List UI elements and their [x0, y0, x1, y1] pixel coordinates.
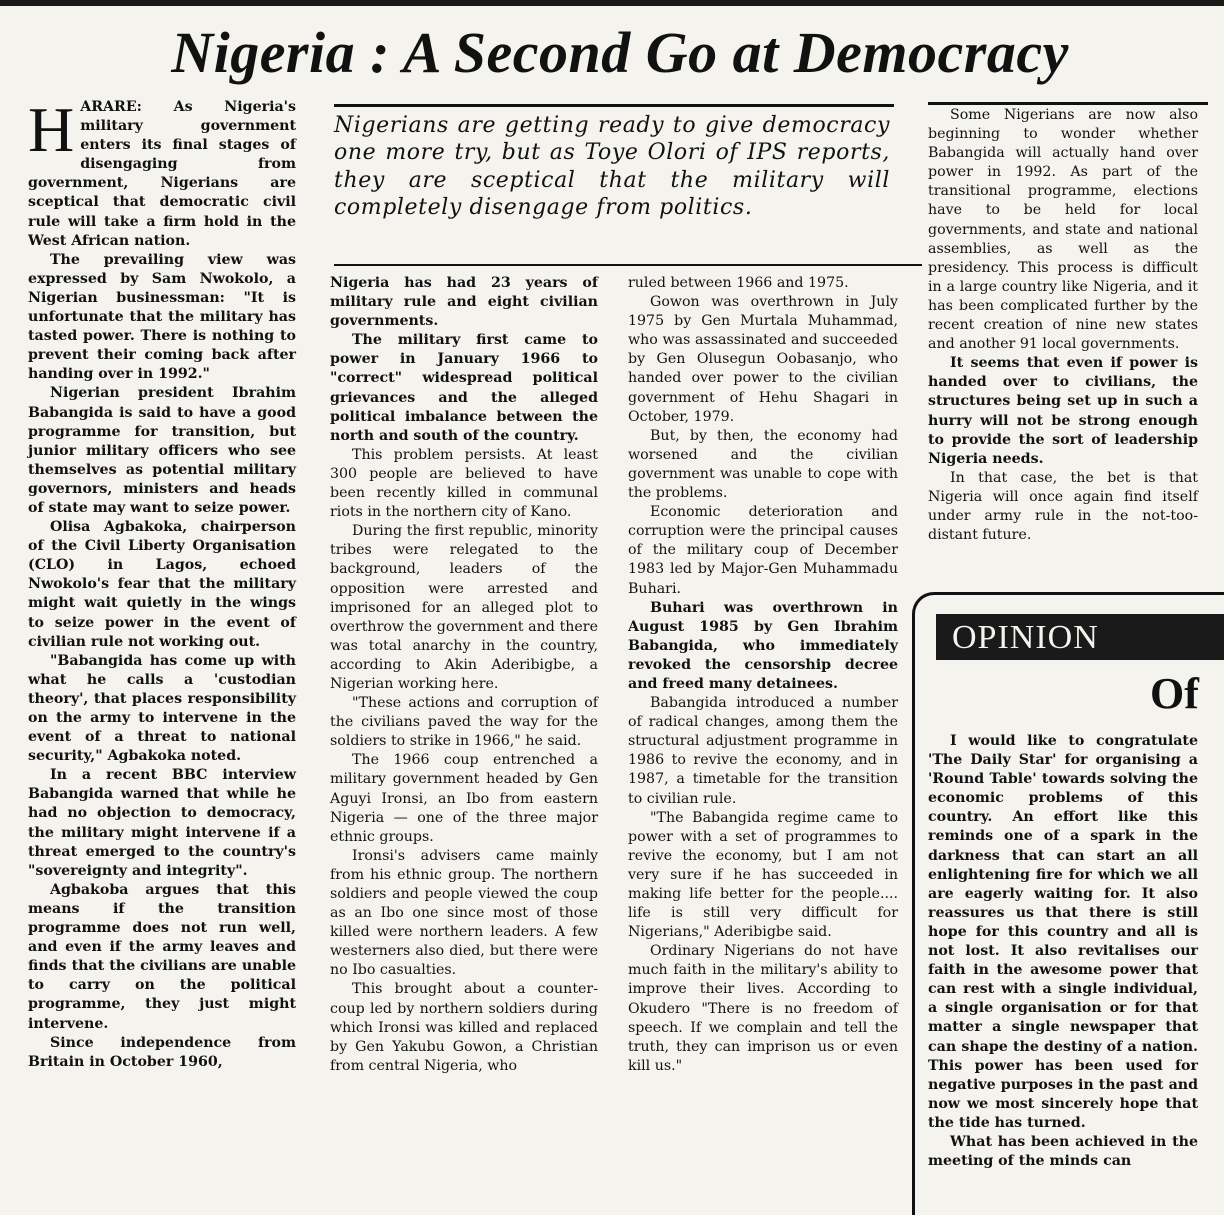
- col2-paragraph-6: The 1966 coup entrenched a military government headed by Gen Aguyi Ironsi, an Ibo from eastern Nigeria — one of the three major ethnic groups.: [330, 752, 598, 845]
- col4-top-rule: [928, 102, 1208, 105]
- deck-bottom-rule: [334, 264, 922, 266]
- opinion-label: OPINION: [936, 614, 1224, 660]
- col1-paragraph-7: Agbakoba argues that this means if the transition programme does not run well, and even if the army leaves and finds that the civilians are unable to carry on the political programme, they just might intervene.: [28, 881, 296, 1032]
- col3-paragraph-6: Babangida introduced a number of radical changes, among them the structural adjustment programme in 1986 to revive the economy, and in 1987, a timetable for the transition to civilian rule.: [628, 695, 898, 807]
- col1-paragraph-4: Olisa Agbakoka, chairperson of the Civil Liberty Organisation (CLO) in Lagos, echoed Nwokolo's fear that the military might wait quietly in the wings to seize power in the event of civilian rule not working out.: [28, 519, 296, 650]
- col3-paragraph-8: Ordinary Nigerians do not have much faith in the military's ability to improve their lives. According to Okudero "There is no freedom of speech. If we complain and tell the truth, they can imprison us or even kill us.": [628, 943, 898, 1074]
- top-border-rule: [0, 0, 1224, 6]
- col2-paragraph-2: The military first came to power in January 1966 to "correct" widespread political grievances and the alleged political imbalance between the north and south of the country.: [330, 332, 598, 444]
- col2-paragraph-4: During the first republic, minority tribes were relegated to the background, leaders of the opposition were arrested and imprisoned for an alleged plot to overthrow the government and there was total anarchy in the country, according to Akin Aderibigbe, a Nigerian working here.: [330, 523, 598, 692]
- col3-paragraph-7: "The Babangida regime came to power with a set of programmes to revive the economy, but I am not very sure if he has succeeded in making life better for the people.... life is still very difficult for Nigerians," Aderibigbe said.: [628, 809, 898, 941]
- article-column-2: [330, 274, 598, 1076]
- col1-paragraph-3: Nigerian president Ibrahim Babangida is said to have a good programme for transition, but junior military officers who see themselves as potential military governors, ministers and heads of state may want to seize power.: [28, 385, 296, 516]
- opinion-title-fragment: Of: [1150, 669, 1199, 718]
- col2-paragraph-1: Nigeria has had 23 years of military rule and eight civilian governments.: [330, 275, 598, 330]
- col1-paragraph-8: Since independence from Britain in October 1960,: [28, 1034, 296, 1070]
- opinion-paragraph-2: What has been achieved in the meeting of the minds can: [928, 1133, 1198, 1170]
- opinion-letter: [928, 732, 1198, 1171]
- article-column-1: [28, 94, 296, 1072]
- col1-paragraph-5: "Babangida has come up with what he calls a 'custodian theory', that places responsibility on the army to intervene in the event of a threat to national security," Agbakoka noted.: [28, 652, 296, 765]
- col3-paragraph-5: Buhari was overthrown in August 1985 by Gen Ibrahim Babangida, who immediately revoked the censorship decree and freed many detainees.: [628, 599, 898, 692]
- opinion-paragraph-1: I would like to congratulate 'The Daily Star' for organising a 'Round Table' towards solving the economic problems of this country. An effort like this reminds one of a spark in the darkness that can start an all enlightening fire for which we all are eagerly waiting for. It also reassures us that there is still hope for this country and all is not lost. It also revitalises our faith in the awesome power that can rest with a single individual, a single organisation or for that matter a single newspaper that can shape the destiny of a nation. This power has been used for negative purposes in the past and now we most sincerely hope that the tide has turned.: [928, 733, 1198, 1131]
- drop-cap: H: [28, 94, 75, 165]
- col2-paragraph-3: This problem persists. At least 300 people are believed to have been recently killed in communal riots in the northern city of Kano.: [330, 446, 598, 521]
- article-column-4: [928, 106, 1198, 545]
- col1-paragraph-1: ARARE: As Nigeria's military government enters its final stages of disengaging from government, Nigerians are sceptical that democratic civil rule will take a firm hold in the West African nation.: [28, 99, 296, 249]
- col3-paragraph-2: Gowon was overthrown in July 1975 by Gen Murtala Muhammad, who was assassinated and succeeded by Gen Olusegun Oobasanjo, who handed over power to the civilian government of Hehu Shagari in October, 1979.: [628, 294, 898, 425]
- col1-paragraph-2: The prevailing view was expressed by Sam Nwokolo, a Nigerian businessman: "It is unfortunate that the military has tasted power. There is nothing to prevent their coming back after handing over in 1992.": [28, 251, 296, 383]
- headline: Nigeria : A Second Go at Democracy: [171, 20, 1069, 85]
- col2-paragraph-5: "These actions and corruption of the civilians paved the way for the soldiers to strike in 1966," he said.: [330, 695, 598, 750]
- col3-paragraph-3: But, by then, the economy had worsened and the civilian government was unable to cope with the problems.: [628, 427, 898, 502]
- article-column-3: [628, 274, 898, 1076]
- article-deck: Nigerians are getting ready to give democracy one more try, but as Toye Olori of IPS reports, they are sceptical that the military will completely disengage from politics.: [334, 113, 890, 221]
- col4-paragraph-1: Some Nigerians are now also beginning to wonder whether Babangida will actually hand over power in 1992. As part of the transitional programme, elections have to be held for local governments, and state and national assemblies, as well as the presidency. This process is difficult in a large country like Nigeria, and it has been complicated further by the recent creation of nine new states and another 91 local governments.: [928, 107, 1198, 353]
- deck-top-rule: [334, 104, 894, 107]
- col3-paragraph-4: Economic deterioration and corruption were the principal causes of the military coup of December 1983 led by Major-Gen Muhammadu Buhari.: [628, 504, 898, 597]
- col4-paragraph-2: It seems that even if power is handed over to civilians, the structures being set up in such a hurry will not be strong enough to provide the sort of leadership Nigeria needs.: [928, 355, 1198, 467]
- col1-paragraph-6: In a recent BBC interview Babangida warned that while he had no objection to democracy, the military might intervene if a threat emerged to the country's "sovereignty and integrity".: [28, 767, 296, 879]
- col4-paragraph-3: In that case, the bet is that Nigeria will once again find itself under army rule in the not-too-distant future.: [928, 469, 1198, 544]
- col2-paragraph-8: This brought about a counter-coup led by northern soldiers during which Ironsi was killed and replaced by Gen Yakubu Gowon, a Christian from central Nigeria, who: [330, 981, 598, 1074]
- col3-paragraph-1: ruled between 1966 and 1975.: [628, 275, 849, 291]
- col2-paragraph-7: Ironsi's advisers came mainly from his ethnic group. The northern soldiers and people viewed the coup as an Ibo one since most of those killed were northern leaders. A few westerners also died, but there were no Ibo casualties.: [330, 847, 598, 979]
